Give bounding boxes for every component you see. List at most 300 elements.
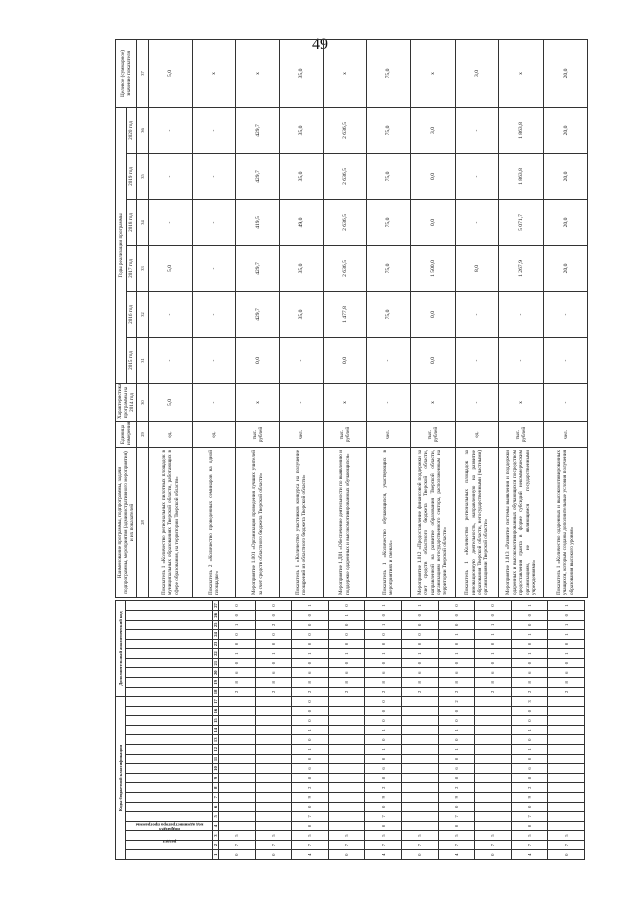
code-cell: 2 — [292, 687, 329, 697]
code-cell — [548, 754, 585, 764]
code-cell: 6 — [511, 764, 548, 774]
period-header: Годы реализации программы — [116, 107, 127, 383]
code-cell: 0 — [365, 802, 402, 812]
code-cell: 0 — [438, 601, 475, 611]
code-cell — [401, 735, 438, 745]
year-header: 2017 год — [126, 246, 137, 292]
code-row — [548, 601, 585, 860]
code-cell — [328, 812, 365, 822]
code-cell — [219, 754, 256, 764]
main-col-number: 31 — [137, 338, 149, 384]
indicator-name: Мероприятие 1.013 «Развитие системы выявления и поддержки одаренных и высокомотивированных обучающихся посредством предоставления гранта в форме субсидий некоммерческим организациям, не являющимся государственными учреждениями» — [499, 448, 544, 598]
indicator-year-value: 35,0 — [279, 292, 323, 338]
code-cell: 1 — [511, 745, 548, 755]
code-cell: 8 — [292, 678, 329, 688]
code-col-number: 25 — [213, 620, 219, 630]
code-cell — [219, 697, 256, 707]
indicator-year-value: - — [192, 154, 236, 200]
code-cell — [401, 802, 438, 812]
code-cell: 0 — [511, 706, 548, 716]
code-cell: 0 — [511, 639, 548, 649]
indicator-unit: ед. — [149, 422, 193, 448]
code-cell — [548, 716, 585, 726]
code-cell — [219, 783, 256, 793]
code-cell: 0 — [511, 821, 548, 831]
code-cell — [255, 764, 292, 774]
indicator-year-value: 20,0 — [544, 107, 588, 153]
indicator-year-value: 1 500,0 — [410, 246, 455, 292]
year-header: 2015 год — [126, 338, 137, 384]
indicator-year-value: 0,0 — [410, 292, 455, 338]
indicator-target: - — [544, 384, 588, 422]
code-cell: 6 — [219, 668, 256, 678]
code-cell: 0 — [365, 658, 402, 668]
code-cell: 8 — [328, 678, 365, 688]
code-cell: 1 — [548, 649, 585, 659]
indicator-row — [192, 39, 236, 597]
code-row — [219, 601, 256, 860]
code-row — [401, 601, 438, 860]
year-header: 2020 год — [126, 107, 137, 153]
indicator-unit: тыс. рублей — [499, 422, 544, 448]
code-col-header — [126, 687, 213, 697]
code-cell — [548, 764, 585, 774]
code-col-header — [126, 792, 213, 802]
indicator-final-value: 35,0 — [279, 39, 323, 107]
code-col-number: 27 — [213, 601, 219, 611]
code-cell: 0 — [219, 639, 256, 649]
code-cell: 2 — [292, 783, 329, 793]
code-cell: 0 — [365, 754, 402, 764]
code-cell — [548, 802, 585, 812]
code-row — [292, 601, 329, 860]
code-col-header — [126, 706, 213, 716]
indicator-name: Показатель 1 «Количество участников конкурса на получение поощрений из областного бюджета Тверской области» — [279, 448, 323, 598]
final-value-header: Целевое (суммарное) значение показателя — [116, 39, 137, 107]
code-cell — [255, 792, 292, 802]
code-cell — [548, 773, 585, 783]
code-cell: 0 — [401, 620, 438, 630]
code-col-number: 23 — [213, 639, 219, 649]
code-row — [511, 601, 548, 860]
code-cell — [548, 821, 585, 831]
code-cell: 0 — [292, 610, 329, 620]
indicator-year-value: 429,7 — [236, 246, 280, 292]
year-header: 2018 год — [126, 200, 137, 246]
indicator-unit: тыс. рублей — [323, 422, 367, 448]
indicator-unit: чел. — [279, 422, 323, 448]
code-col-number: 26 — [213, 610, 219, 620]
indicator-year-value: 429,7 — [236, 292, 280, 338]
code-cell: 6 — [548, 668, 585, 678]
code-cell: 6 — [438, 668, 475, 678]
indicator-year-value: - — [149, 338, 193, 384]
indicator-row — [149, 39, 193, 597]
code-cell — [401, 783, 438, 793]
code-cell: 1 — [511, 630, 548, 640]
indicator-unit: чел. — [367, 422, 411, 448]
name-header: Наименование программы, подпрограммы, задачи подпрограммы, мероприятия (административного мероприятия) и их показателей — [116, 448, 137, 598]
code-cell: 0 — [292, 716, 329, 726]
indicator-year-value: 49,0 — [279, 200, 323, 246]
code-cell: 0 — [292, 754, 329, 764]
code-cell: 0 — [475, 610, 512, 620]
indicator-year-value: 0,0 — [323, 338, 367, 384]
code-cell — [328, 745, 365, 755]
indicator-target: - — [192, 384, 236, 422]
indicator-target: х — [323, 384, 367, 422]
code-col-number: 2 — [213, 840, 219, 850]
code-col-header — [126, 668, 213, 678]
code-cell: 0 — [292, 639, 329, 649]
code-cell: 9 — [511, 792, 548, 802]
code-cell: 7 — [438, 812, 475, 822]
indicator-row — [455, 39, 499, 597]
indicator-name: Мероприятие 1.012 «Предоставление финансовой поддержки за счет средств областного бюджета Тверской области, направленной на развитие образования Тверской области, организациям негосударственного сектора, расположенным на территории Тверской области» — [410, 448, 455, 598]
code-cell: 5 — [219, 831, 256, 841]
code-cell — [255, 706, 292, 716]
code-cell — [328, 716, 365, 726]
code-cell: 7 — [255, 840, 292, 850]
code-cell — [401, 812, 438, 822]
indicator-year-value: - — [455, 154, 499, 200]
code-cell — [548, 706, 585, 716]
code-cell: 7 — [365, 812, 402, 822]
code-cell: 6 — [328, 668, 365, 678]
indicator-target: х — [410, 384, 455, 422]
code-cell: 6 — [365, 668, 402, 678]
code-cell: 0 — [328, 639, 365, 649]
code-cell: 8 — [255, 678, 292, 688]
code-cell: 2 — [548, 687, 585, 697]
indicator-year-value: 75,0 — [367, 200, 411, 246]
code-cell — [548, 792, 585, 802]
code-cell: 1 — [511, 601, 548, 611]
code-cell — [401, 821, 438, 831]
code-cell: 1 — [475, 630, 512, 640]
code-col-number: 5 — [213, 812, 219, 822]
code-cell — [475, 792, 512, 802]
code-col-number: 9 — [213, 773, 219, 783]
code-cell: 1 — [401, 649, 438, 659]
indicator-year-value: 1 267,9 — [499, 246, 544, 292]
code-col-header: подраздел — [126, 831, 213, 841]
code-col-header — [126, 697, 213, 707]
code-cell: 1 — [365, 601, 402, 611]
code-cell — [328, 754, 365, 764]
code-cell: 0 — [511, 610, 548, 620]
code-cell: 0 — [292, 697, 329, 707]
indicator-year-value: - — [455, 338, 499, 384]
indicator-year-value: 35,0 — [279, 246, 323, 292]
code-col-number: 10 — [213, 764, 219, 774]
code-row — [255, 601, 292, 860]
indicator-year-value: - — [149, 292, 193, 338]
code-cell: 7 — [511, 840, 548, 850]
code-cell — [255, 716, 292, 726]
code-cell — [548, 812, 585, 822]
indicator-year-value: 419,5 — [236, 200, 280, 246]
code-cell: 0 — [219, 630, 256, 640]
code-cell: 0 — [401, 639, 438, 649]
code-col-header: код администратора программы — [126, 850, 213, 860]
code-cell — [401, 716, 438, 726]
code-col-number: 21 — [213, 658, 219, 668]
indicator-year-value: 2 636,5 — [323, 200, 367, 246]
code-col-number: 12 — [213, 745, 219, 755]
code-cell: 0 — [365, 716, 402, 726]
codes-group1-title: Коды бюджетной классификации — [116, 697, 126, 860]
indicator-name: Показатель 2 «Количество проведенных семинаров на одной площадке» — [192, 448, 236, 598]
code-cell: 0 — [328, 630, 365, 640]
code-cell — [328, 697, 365, 707]
indicator-final-value: х — [192, 39, 236, 107]
code-cell: 0 — [475, 658, 512, 668]
code-col-number: 22 — [213, 649, 219, 659]
code-cell — [401, 725, 438, 735]
indicator-row — [367, 39, 411, 597]
indicator-year-value: 20,0 — [544, 154, 588, 200]
code-cell: 0 — [475, 850, 512, 860]
code-cell: 8 — [219, 678, 256, 688]
code-cell: 0 — [475, 639, 512, 649]
code-cell: 6 — [365, 764, 402, 774]
code-cell — [548, 725, 585, 735]
code-cell: 1 — [365, 745, 402, 755]
code-cell: 9 — [292, 792, 329, 802]
code-cell: 2 — [438, 687, 475, 697]
code-cell: 9 — [365, 792, 402, 802]
code-cell: 7 — [511, 812, 548, 822]
code-col-header — [126, 783, 213, 793]
indicator-row — [323, 39, 367, 597]
code-cell: 7 — [292, 812, 329, 822]
indicator-year-value: - — [544, 338, 588, 384]
code-cell: 0 — [219, 601, 256, 611]
code-cell: 1 — [438, 725, 475, 735]
code-cell: 8 — [511, 773, 548, 783]
target-header: Характеристика программы на 2014 год — [116, 384, 137, 422]
code-cell: 1 — [255, 649, 292, 659]
code-cell: 0 — [438, 706, 475, 716]
indicator-row — [410, 39, 455, 597]
code-col-header — [126, 601, 213, 611]
code-cell: 0 — [365, 610, 402, 620]
code-cell: 0 — [438, 821, 475, 831]
indicator-row — [236, 39, 280, 597]
code-cell — [328, 735, 365, 745]
code-col-header — [126, 764, 213, 774]
code-cell — [475, 821, 512, 831]
indicator-final-value: 75,0 — [367, 39, 411, 107]
code-cell: 0 — [548, 850, 585, 860]
code-col-header — [126, 773, 213, 783]
indicator-year-value: 75,0 — [367, 107, 411, 153]
code-cell — [255, 812, 292, 822]
code-col-number: 15 — [213, 716, 219, 726]
indicator-year-value: 2 636,5 — [323, 107, 367, 153]
code-cell: 1 — [365, 649, 402, 659]
code-cell — [401, 697, 438, 707]
code-cell: 0 — [292, 620, 329, 630]
code-cell — [219, 706, 256, 716]
code-col-header — [126, 678, 213, 688]
code-cell: 0 — [438, 639, 475, 649]
code-cell — [328, 802, 365, 812]
code-cell: 1 — [292, 649, 329, 659]
code-cell — [219, 764, 256, 774]
code-cell — [255, 697, 292, 707]
code-cell: 5 — [255, 831, 292, 841]
indicator-name: Показатель 1 «Количество региональных площадок за инновационную деятельность, направленную на развитие образования Тверской области, негосударственными (частными) организациями Тверской области» — [455, 448, 499, 598]
indicator-year-value: - — [544, 292, 588, 338]
code-cell: 7 — [365, 840, 402, 850]
indicator-year-value: 1 863,8 — [499, 107, 544, 153]
code-cell: 4 — [438, 850, 475, 860]
indicator-year-value: 0,0 — [410, 338, 455, 384]
code-cell — [401, 706, 438, 716]
code-cell: 1 — [548, 601, 585, 611]
indicator-target: 5,0 — [149, 384, 193, 422]
year-header: 2016 год — [126, 292, 137, 338]
code-cell: 0 — [511, 716, 548, 726]
indicator-final-value: 3,0 — [455, 39, 499, 107]
code-cell: 1 — [511, 725, 548, 735]
indicator-year-value: - — [279, 338, 323, 384]
code-cell: 2 — [511, 687, 548, 697]
indicator-year-value: 1 477,8 — [323, 292, 367, 338]
code-col-number: 4 — [213, 821, 219, 831]
code-cell — [219, 821, 256, 831]
code-cell: 1 — [219, 649, 256, 659]
code-cell — [548, 783, 585, 793]
code-cell — [475, 773, 512, 783]
code-col-header — [126, 630, 213, 640]
code-cell: 6 — [255, 668, 292, 678]
indicator-final-value: х — [410, 39, 455, 107]
code-cell — [219, 716, 256, 726]
code-row — [365, 601, 402, 860]
indicator-target: - — [367, 384, 411, 422]
code-cell: 2 — [438, 783, 475, 793]
code-cell — [475, 706, 512, 716]
code-cell — [548, 745, 585, 755]
code-col-header — [126, 812, 213, 822]
code-cell: 6 — [292, 668, 329, 678]
code-cell — [219, 792, 256, 802]
code-cell: 0 — [511, 735, 548, 745]
code-cell: 2 — [328, 687, 365, 697]
code-cell: 1 — [548, 630, 585, 640]
code-cell: 0 — [438, 716, 475, 726]
code-cell: 5 — [511, 831, 548, 841]
indicator-year-value: 75,0 — [367, 246, 411, 292]
code-cell: 0 — [292, 658, 329, 668]
indicator-unit: чел. — [544, 422, 588, 448]
code-col-header — [126, 610, 213, 620]
code-cell — [328, 773, 365, 783]
main-col-number: 29 — [137, 422, 149, 448]
code-cell: 1 — [401, 601, 438, 611]
code-cell — [548, 735, 585, 745]
code-cell: 5 — [401, 831, 438, 841]
code-cell: 0 — [401, 610, 438, 620]
code-cell: 1 — [292, 601, 329, 611]
code-cell — [475, 764, 512, 774]
code-cell: 7 — [401, 840, 438, 850]
code-cell: 0 — [219, 610, 256, 620]
code-cell: 2 — [255, 687, 292, 697]
code-cell: 1 — [475, 649, 512, 659]
code-cell: 1 — [438, 745, 475, 755]
rotated-table-area — [115, 40, 585, 860]
indicator-year-value: - — [455, 292, 499, 338]
indicator-final-value: х — [499, 39, 544, 107]
indicator-year-value: 35,0 — [279, 107, 323, 153]
code-cell: 2 — [365, 687, 402, 697]
main-col-number: 36 — [137, 107, 149, 153]
indicator-year-value: 8,0 — [455, 246, 499, 292]
main-col-number: 32 — [137, 292, 149, 338]
code-cell: 0 — [511, 620, 548, 630]
code-cell: 0 — [438, 610, 475, 620]
indicator-year-value: 0,0 — [236, 338, 280, 384]
code-cell: 1 — [328, 610, 365, 620]
code-cell: 0 — [438, 735, 475, 745]
indicator-unit: тыс. рублей — [236, 422, 280, 448]
main-col-number: 35 — [137, 154, 149, 200]
code-cell — [328, 783, 365, 793]
code-cell: 7 — [548, 840, 585, 850]
code-cell: 1 — [438, 649, 475, 659]
code-cell — [328, 706, 365, 716]
code-cell — [475, 783, 512, 793]
indicator-unit: тыс. рублей — [410, 422, 455, 448]
indicator-year-value: 5,0 — [149, 246, 193, 292]
code-cell — [401, 745, 438, 755]
code-cell: 0 — [438, 658, 475, 668]
indicator-year-value: 429,7 — [236, 107, 280, 153]
code-col-header — [126, 725, 213, 735]
code-cell: 1 — [292, 745, 329, 755]
indicator-year-value: 2 636,5 — [323, 246, 367, 292]
code-cell — [219, 745, 256, 755]
code-cell: 0 — [292, 735, 329, 745]
code-cell — [328, 821, 365, 831]
code-cell: 4 — [511, 850, 548, 860]
code-cell — [255, 754, 292, 764]
code-cell: 0 — [548, 658, 585, 668]
code-col-number: 8 — [213, 783, 219, 793]
indicator-year-value: - — [149, 154, 193, 200]
code-cell — [219, 735, 256, 745]
code-cell: 0 — [328, 850, 365, 860]
code-cell: 0 — [328, 620, 365, 630]
indicator-name: Мероприятие 1.Д01 «Обеспечение деятельности по выявлению и поддержке одаренных и высокомотивированных обучающихся» — [323, 448, 367, 598]
code-cell: 1 — [365, 725, 402, 735]
code-col-number: 16 — [213, 706, 219, 716]
code-cell: 0 — [511, 754, 548, 764]
code-cell: 2 — [219, 687, 256, 697]
code-cell: 5 — [292, 831, 329, 841]
code-col-number: 20 — [213, 668, 219, 678]
indicator-year-value: - — [499, 338, 544, 384]
classification-codes-table — [115, 600, 585, 860]
code-cell: 1 — [548, 620, 585, 630]
code-cell: 0 — [255, 639, 292, 649]
indicator-name: Показатель 1 «Количество региональных пилотных площадок в муниципальных образованиях Тверской области, работающих в сфере образования, на территории Тверской области» — [149, 448, 193, 598]
code-cell: 6 — [475, 668, 512, 678]
